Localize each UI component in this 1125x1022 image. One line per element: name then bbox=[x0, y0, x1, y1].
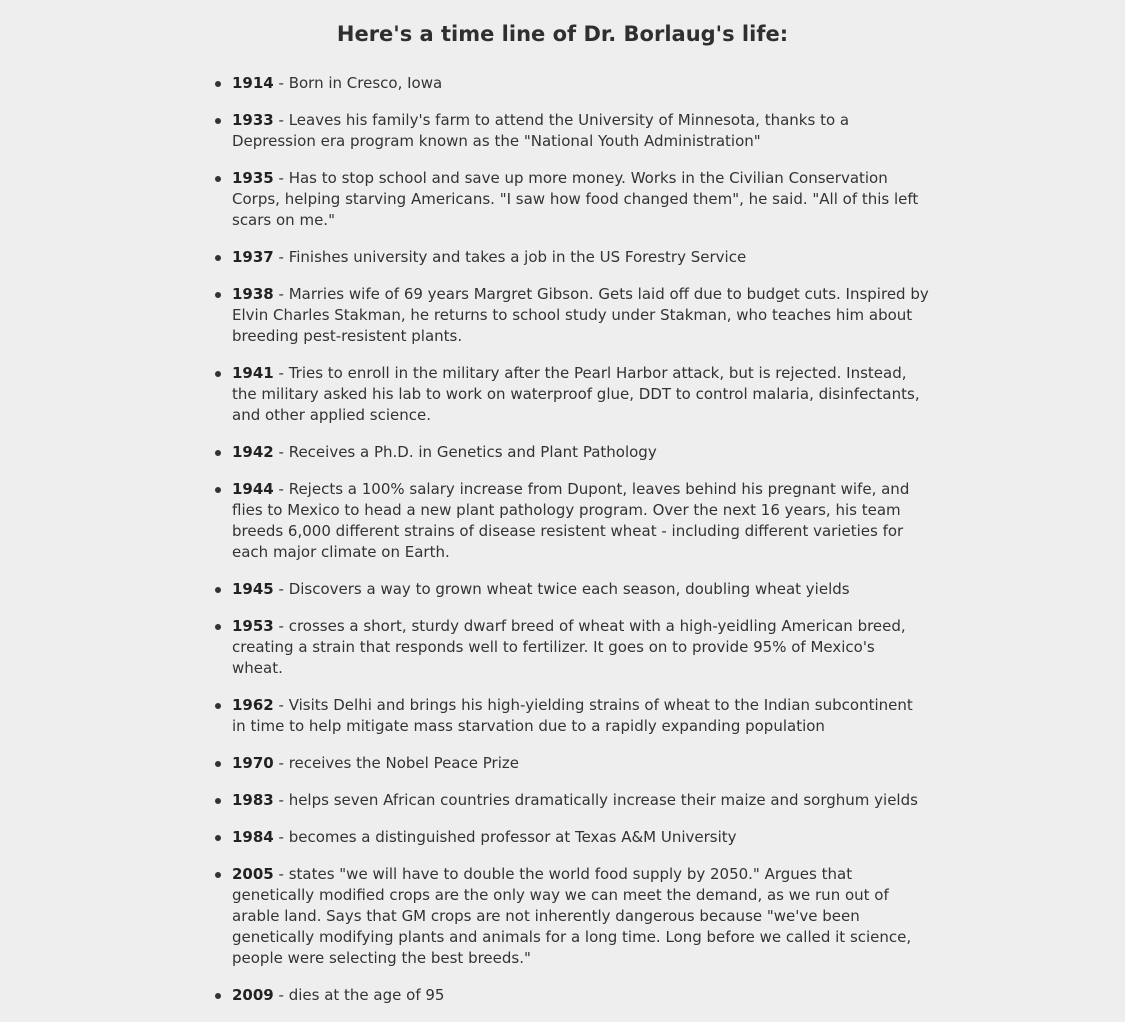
timeline-item-1933 bbox=[212, 110, 930, 152]
timeline-description: - Has to stop school and save up more money. Works in the Civilian Conservation Corps, helping starving Americans. "I saw how food changed them", he said. "All of this left scars on me." bbox=[232, 169, 919, 229]
timeline-year: 1941 bbox=[232, 364, 274, 382]
timeline-item-1984 bbox=[212, 827, 930, 848]
timeline-description: - Visits Delhi and brings his high-yielding strains of wheat to the Indian subcontinent in time to help mitigate mass starvation due to a rapidly expanding population bbox=[232, 696, 913, 735]
timeline-item-1970 bbox=[212, 753, 930, 774]
timeline-description: - Tries to enroll in the military after the Pearl Harbor attack, but is rejected. Instead, the military asked his lab to work on waterproof glue, DDT to control malaria, disinfectants, and other applied science. bbox=[232, 364, 920, 424]
timeline-year: 1935 bbox=[232, 169, 274, 187]
timeline-description: - dies at the age of 95 bbox=[273, 986, 445, 1004]
timeline-description: - Receives a Ph.D. in Genetics and Plant Pathology bbox=[273, 443, 657, 461]
timeline-item-1953 bbox=[212, 616, 930, 679]
timeline-description: - crosses a short, sturdy dwarf breed of wheat with a high-yeidling American breed, creating a strain that responds well to fertilizer. It goes on to provide 95% of Mexico's wheat. bbox=[232, 617, 906, 677]
timeline-year: 1945 bbox=[232, 580, 274, 598]
timeline-description: - Discovers a way to grown wheat twice each season, doubling wheat yields bbox=[273, 580, 850, 598]
timeline-description: - Rejects a 100% salary increase from Dupont, leaves behind his pregnant wife, and flies to Mexico to head a new plant pathology program. Over the next 16 years, his team breeds 6,000 different strains of disease resistent wheat - including different varieties for each major climate on Earth. bbox=[232, 480, 910, 561]
timeline-description: - Marries wife of 69 years Margret Gibson. Gets laid off due to budget cuts. Inspired by Elvin Charles Stakman, he returns to school study under Stakman, who teaches him about breeding pest-resistent plants. bbox=[232, 285, 929, 345]
timeline-list bbox=[212, 73, 930, 1022]
timeline-item-1914 bbox=[212, 73, 930, 94]
timeline-year: 1983 bbox=[232, 791, 274, 809]
timeline-description: - helps seven African countries dramatically increase their maize and sorghum yields bbox=[273, 791, 918, 809]
timeline-item-2009 bbox=[212, 985, 930, 1006]
timeline-description: - Leaves his family's farm to attend the University of Minnesota, thanks to a Depression era program known as the "National Youth Administration" bbox=[232, 111, 850, 150]
timeline-item-1937 bbox=[212, 247, 930, 268]
timeline-year: 1962 bbox=[232, 696, 274, 714]
timeline-year: 1942 bbox=[232, 443, 274, 461]
timeline-year: 1933 bbox=[232, 111, 274, 129]
timeline-item-1983 bbox=[212, 790, 930, 811]
timeline-item-1942 bbox=[212, 442, 930, 463]
timeline-year: 1914 bbox=[232, 74, 274, 92]
timeline-item-1935 bbox=[212, 168, 930, 231]
timeline-item-1938 bbox=[212, 284, 930, 347]
timeline-item-1944 bbox=[212, 479, 930, 563]
timeline-year: 1937 bbox=[232, 248, 274, 266]
timeline-description: - states "we will have to double the world food supply by 2050." Argues that genetically modified crops are the only way we can meet the demand, as we run out of arable land. Says that GM crops are not inherently dangerous because "we've been genetically modifying plants and animals for a long time. Long before we called it science, people were selecting the best breeds." bbox=[232, 865, 912, 967]
timeline-description: - Born in Cresco, Iowa bbox=[273, 74, 443, 92]
timeline-item-2005 bbox=[212, 864, 930, 969]
timeline-year: 2009 bbox=[232, 986, 274, 1004]
timeline-year: 1970 bbox=[232, 754, 274, 772]
timeline-year: 1944 bbox=[232, 480, 274, 498]
timeline-year: 1938 bbox=[232, 285, 274, 303]
page-title: Here's a time line of Dr. Borlaug's life: bbox=[336, 22, 789, 46]
timeline-year: 1984 bbox=[232, 828, 274, 846]
timeline-description: - becomes a distinguished professor at Texas A&M University bbox=[273, 828, 737, 846]
timeline-description: - Finishes university and takes a job in the US Forestry Service bbox=[273, 248, 747, 266]
timeline-year: 1953 bbox=[232, 617, 274, 635]
timeline-item-1962 bbox=[212, 695, 930, 737]
timeline-item-1941 bbox=[212, 363, 930, 426]
timeline-year: 2005 bbox=[232, 865, 274, 883]
timeline-description: - receives the Nobel Peace Prize bbox=[273, 754, 519, 772]
timeline-item-1945 bbox=[212, 579, 930, 600]
